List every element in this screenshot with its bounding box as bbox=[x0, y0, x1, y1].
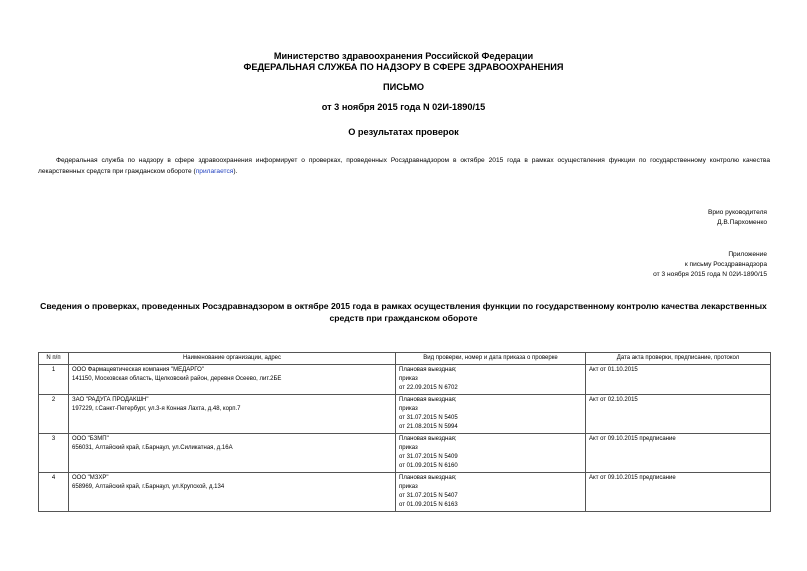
order-ref: от 22.09.2015 N 6702 bbox=[399, 385, 458, 391]
column-header-check-type: Вид проверки, номер и дата приказа о проверке bbox=[396, 353, 586, 365]
order-label: приказ bbox=[399, 376, 418, 382]
summary-title: Сведения о проверках, проведенных Росздравнадзором в октябре 2015 года в рамках осуществления функции по государственному контролю качества лекарственных средств при гражданском обороте bbox=[40, 301, 767, 323]
paragraph-text: Федеральная служба по надзору в сфере здравоохранения информирует о проверках, проведенных Росздравнадзором в октябре 2015 года в рамках осуществления функции по государственному контролю качества лекарственных средств при гражданском обороте ( bbox=[38, 157, 770, 175]
order-ref: от 01.09.2015 N 6160 bbox=[399, 463, 458, 469]
appendix-date-number: от 3 ноября 2015 года N 02И-1890/15 bbox=[653, 271, 767, 278]
service-title: ФЕДЕРАЛЬНАЯ СЛУЖБА ПО НАДЗОРУ В СФЕРЕ ЗДРАВООХРАНЕНИЯ bbox=[243, 62, 564, 72]
appendix-title: Приложение bbox=[728, 251, 767, 258]
organization-address: 658969, Алтайский край, г.Барнаул, ул.Крупской, д.134 bbox=[72, 484, 225, 490]
paragraph-end: ). bbox=[233, 168, 238, 175]
row-number: 2 bbox=[39, 395, 69, 434]
signature-name: Д.В.Пархоменко bbox=[717, 219, 767, 226]
document-type: ПИСЬМО bbox=[382, 82, 425, 92]
order-ref: от 31.07.2015 N 5405 bbox=[399, 415, 458, 421]
order-ref: от 21.08.2015 N 5994 bbox=[399, 424, 458, 430]
organization-cell bbox=[69, 473, 396, 512]
row-number: 4 bbox=[39, 473, 69, 512]
act-info: Акт от 09.10.2015 предписание bbox=[589, 436, 676, 442]
act-cell bbox=[586, 473, 771, 512]
signature-position: Врио руководителя bbox=[707, 209, 767, 216]
order-ref: от 31.07.2015 N 5409 bbox=[399, 454, 458, 460]
check-type: Плановая выездная; bbox=[399, 397, 457, 403]
table-header-row bbox=[39, 353, 771, 365]
check-type-cell bbox=[396, 365, 586, 395]
organization-address: 656031, Алтайский край, г.Барнаул, ул.Силикатная, д.16А bbox=[72, 445, 233, 451]
organization-name: ООО "МЗХР" bbox=[72, 475, 109, 481]
organization-cell bbox=[69, 395, 396, 434]
document-date-number: от 3 ноября 2015 года N 02И-1890/15 bbox=[321, 102, 486, 112]
appendix-reference: к письму Росздравнадзора bbox=[684, 261, 767, 268]
act-cell bbox=[586, 365, 771, 395]
check-type: Плановая выездная; bbox=[399, 436, 457, 442]
table-row bbox=[39, 473, 771, 512]
check-type: Плановая выездная; bbox=[399, 367, 457, 373]
ministry-title: Министерство здравоохранения Российской Федерации bbox=[273, 51, 534, 61]
order-label: приказ bbox=[399, 445, 418, 451]
organization-address: 141150, Московская область, Щелковский район, деревня Осеево, лит.2БЕ bbox=[72, 376, 282, 382]
inspections-table bbox=[38, 352, 771, 512]
organization-name: ООО Фармацевтическая компания "МЕДАРГО" bbox=[72, 367, 204, 373]
act-info: Акт от 01.10.2015 bbox=[589, 367, 638, 373]
act-cell bbox=[586, 395, 771, 434]
organization-name: ООО "БЗМП" bbox=[72, 436, 109, 442]
organization-cell bbox=[69, 365, 396, 395]
act-info: Акт от 09.10.2015 предписание bbox=[589, 475, 676, 481]
order-ref: от 31.07.2015 N 5407 bbox=[399, 493, 458, 499]
organization-name: ЗАО "РАДУГА ПРОДАКШН" bbox=[72, 397, 149, 403]
column-header-act: Дата акта проверки, предписание, протокол bbox=[586, 353, 771, 365]
table-row bbox=[39, 434, 771, 473]
document-subject: О результатах проверок bbox=[348, 127, 459, 137]
check-type-cell bbox=[396, 473, 586, 512]
appendix-link[interactable]: прилагается bbox=[195, 168, 234, 175]
column-header-organization: Наименование организации, адрес bbox=[69, 353, 396, 365]
act-cell bbox=[586, 434, 771, 473]
letter-paragraph bbox=[38, 155, 770, 177]
order-label: приказ bbox=[399, 406, 418, 412]
row-number: 1 bbox=[39, 365, 69, 395]
order-label: приказ bbox=[399, 484, 418, 490]
organization-cell bbox=[69, 434, 396, 473]
organization-address: 197229, г.Санкт-Петербург, ул.3-я Конная Лахта, д.48, корп.7 bbox=[72, 406, 241, 412]
order-ref: от 01.09.2015 N 6163 bbox=[399, 502, 458, 508]
check-type: Плановая выездная; bbox=[399, 475, 457, 481]
act-info: Акт от 02.10.2015 bbox=[589, 397, 638, 403]
row-number: 3 bbox=[39, 434, 69, 473]
check-type-cell bbox=[396, 434, 586, 473]
table-row bbox=[39, 395, 771, 434]
column-header-number: N п/п bbox=[39, 353, 69, 365]
check-type-cell bbox=[396, 395, 586, 434]
table-row bbox=[39, 365, 771, 395]
